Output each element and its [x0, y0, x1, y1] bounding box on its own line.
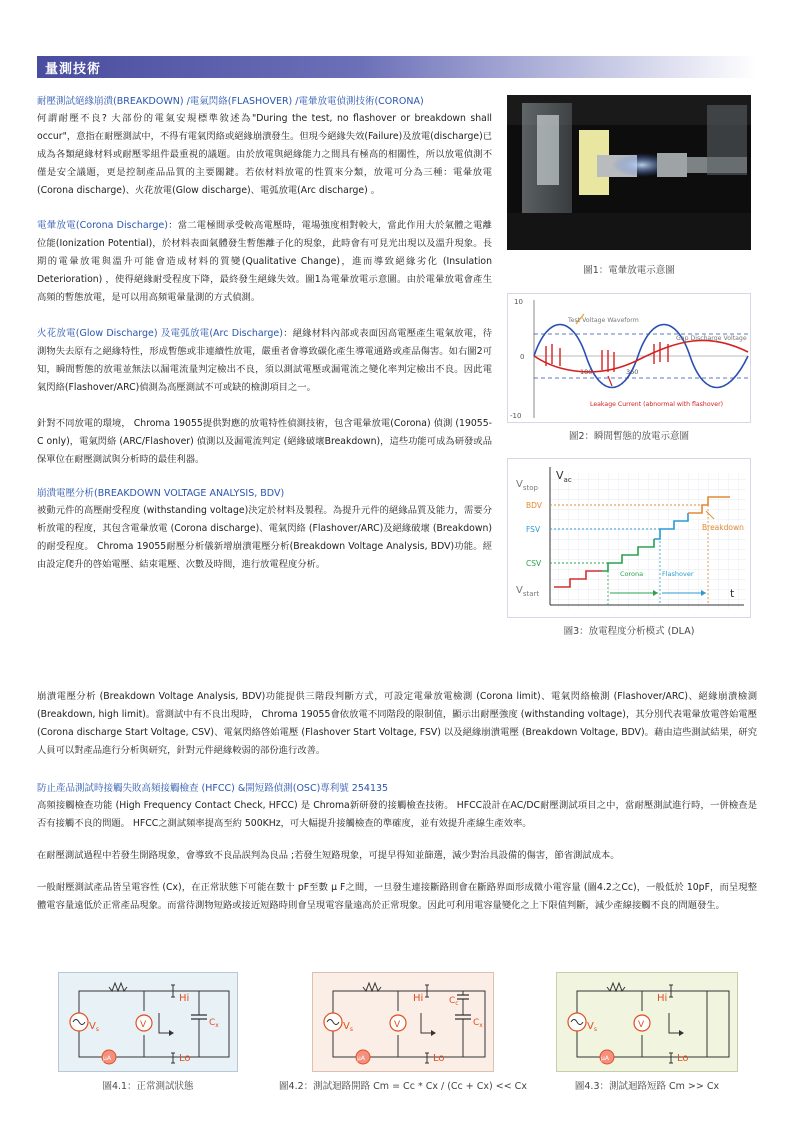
discharge-spikes: [546, 342, 668, 372]
paragraph: 何謂耐壓不良? 大部份的電氣安規標準敘述為"During the test, no flashover or breakdown shall occur"，意指在耐壓測試中，不得有電氣閃絡或絕緣崩潰發生。但現今絕緣失效(Failure)及放電(discharge)已成為各類絕緣材料或耐壓零組件最重視的議題。由於放電與絕緣能力之間具有極高的相關性，所以放電偵測不僅是安全議題，更是控制產品品質的主要關鍵。若依材料放電的性質來分類，放電可分為三種：電暈放電(Corona discharge)、火花放電(Glow discharge)、電弧放電(Arc discharge) 。: [37, 113, 492, 196]
section-title: 量測技術: [45, 62, 102, 77]
ammeter-label: μA: [357, 1055, 365, 1062]
paragraph: [37, 217, 492, 307]
hi-terminal-label: Hi: [413, 993, 424, 1004]
x-tick-label: 180: [580, 368, 593, 376]
hi-terminal-label: Hi: [179, 993, 190, 1004]
circuit-short: [556, 972, 738, 1072]
y-tick-label: 10: [514, 298, 523, 306]
source-label: $V_s$: [89, 1021, 99, 1033]
paragraph: 崩潰電壓分析 (Breakdown Voltage Analysis, BDV)功能提供三階段判斷方式，可設定電暈放電檢測 (Corona limit)、電氣閃絡檢測 (Flashover/ARC)、絕緣崩潰檢測 (Breakdown, high limit)。當測試中有不良出現時， Chroma 19055會依放電不同階段的限制值，顯示出耐壓強度 (withstanding voltage)，其分別代表電暈放電啓始電壓 (Corona discharge Start Voltage, CSV)、電氣閃絡啓始電壓 (Flashover Start Voltage, FSV) 以及絕緣崩潰電壓 (Breakdown Voltage, BDV)。藉由這些測試結果，研究人員可以對產品進行分析與研究，針對元件絕緣較弱的部份進行改善。: [37, 691, 757, 756]
paragraph: 高頻接觸檢查功能 (High Frequency Contact Check, HFCC) 是 Chroma新研發的接觸檢查技術。 HFCC設計在AC/DC耐壓測試項目之中，當耐壓測試進行時，一併檢查是否有接觸不良的問題。 HFCC之測試頻率提高至約 500KHz，可大幅提升接觸檢查的準確度，並有效提升產線生產效率。: [37, 800, 757, 829]
hi-terminal-label: Hi: [657, 993, 668, 1004]
paragraph-text: ：當二電極間承受較高電壓時，電場強度相對較大，當此作用大於氣體之電離位能(Ionization Potential)，於材料表面氣體發生暫態離子化的現象，此時會有可見光出現以及溫升現象。長期的電暈放電與溫升可能會造成材料的質變(Qualitative Change)，進而導致絕緣劣化 (Insulation Deterioration) ，使得絕緣耐受程度下降，最終發生絕緣失效。圖1為電暈放電示意圖。由於電暈放電會產生高頻的暫態放電，是可以用高頻電暈量測的方式偵測。: [37, 220, 492, 303]
paragraph: 被動元件的高壓耐受程度 (withstanding voltage)決定於材料及製程。為提升元件的絕緣品質及能力，需要分析放電的程度，其包含電暈放電 (Corona discharge)、電氣閃絡 (Flashover/ARC)及絕緣破壞 (Breakdown)的耐受程度。 Chroma 19055耐壓分析儀新增崩潰電壓分析(Breakdown Voltage Analysis, BDV)功能。經由設定爬升的啓始電壓、結束電壓、次數及時間，進行放電程度分析。: [37, 505, 492, 570]
fsv-label: FSV: [526, 525, 541, 534]
section-hfcc: [37, 780, 757, 915]
csv-label: CSV: [526, 559, 542, 568]
paragraph: 在耐壓測試過程中若發生開路現象，會導致不良品誤判為良品 ;若發生短路現象，可提早得知並篩選，減少對治具設備的傷害，節省測試成本。: [37, 850, 620, 861]
cx-label: $C_x$: [209, 1018, 219, 1029]
paragraph: 一般耐壓測試產品皆呈電容性 (Cx)，在正常狀態下可能在數十 pF至數 μ F之間，一旦發生連接斷路則會在斷路界面形成微小電容量 (圖4.2之Cc)，一般低於 10pF，而呈現整體電容量遠低於正常產品現象。而當待測物短路或接近短路時則會呈現電容量遠高於正常現象。因此可利用電容量變化之上下限值判斷，減少產線接觸不良的問題發生。: [37, 882, 757, 911]
axis-label-vstart: $V_{start}$: [516, 585, 540, 598]
figure-caption: 圖2：瞬間暫態的放電示意圖: [568, 431, 690, 442]
waveform-chart: [508, 294, 750, 422]
lo-terminal-label: Lo: [179, 1053, 191, 1064]
figure-caption: 圖4.2：測試迴路開路 Cm = Cc * Cx / (Cc + Cx) << Cx: [279, 1081, 527, 1092]
cx-label: $C_x$: [473, 1018, 483, 1029]
corona-label: Corona: [620, 570, 644, 578]
y-tick-label: -10: [510, 412, 522, 420]
photo-illustration: [507, 95, 751, 250]
section-bdv-detail: [37, 688, 757, 760]
ammeter-label: μA: [103, 1055, 111, 1062]
circuit-normal: [58, 972, 238, 1072]
cc-label: $C_c$: [449, 996, 459, 1007]
circuit-open: [312, 972, 494, 1072]
voltmeter-label: V: [140, 1020, 147, 1030]
axis-label-time: t: [730, 587, 735, 600]
paragraph: [37, 325, 492, 397]
y-tick-label: 0: [520, 353, 525, 361]
transient-discharge-figure: [507, 293, 751, 423]
paragraph: 針對不同放電的環境， Chroma 19055提供對應的放電特性偵測技術，包含電暈放電(Corona) 偵測 (19055-C only)，電氣閃絡 (ARC/Flashover) 偵測以及漏電流判定 (絕緣破壞Breakdown)，這些功能可成為研發或品保單位在耐壓測試與分析時的最佳利器。: [37, 418, 492, 465]
breakdown-label: Breakdown: [702, 523, 744, 532]
lo-terminal-label: Lo: [677, 1053, 689, 1064]
circuit-figures: [58, 972, 738, 1092]
corona-discharge-photo: [507, 95, 751, 250]
inline-heading: 火花放電(Glow Discharge) 及電弧放電(Arc Discharge): [37, 328, 283, 339]
ammeter-label: μA: [601, 1055, 609, 1062]
figure-caption: 圖3：放電程度分析模式 (DLA): [563, 626, 695, 637]
leakage-label: Leakage Current (abnormal with flashover): [590, 401, 724, 408]
source-label: $V_s$: [343, 1021, 353, 1033]
paragraph-text: ：絕緣材料內部或表面因高電壓產生電氣放電，待測物失去原有之絕緣特性，形成暫態或非連續性放電，嚴重者會導致碳化產生導電通路或產品傷害。如右圖2可知，瞬間暫態的放電並無法以漏電流量判定檢出不良，須以測試電壓或漏電流之變化率判定檢出不良。因此電氣閃絡(Flashover/ARC)偵測為高壓測試不可或缺的檢測項目之一。: [37, 328, 492, 393]
figure-caption: 圖1：電暈放電示意圖: [583, 265, 675, 276]
figure-caption: 圖4.1：正常測試狀態: [102, 1081, 194, 1092]
section-header-bar: [37, 56, 757, 78]
source-label: $V_s$: [587, 1021, 597, 1033]
bdv-label: BDV: [526, 501, 542, 510]
x-tick-label: 360: [626, 368, 639, 376]
voltmeter-label: V: [394, 1020, 401, 1030]
axis-label-vstop: $V_{stop}$: [516, 479, 538, 492]
voltmeter-label: V: [638, 1020, 645, 1030]
figure-caption: 圖4.3：測試迴路短路 Cm >> Cx: [574, 1081, 720, 1092]
section-heading: 防止產品測試時接觸失敗高頻接觸檢查 (HFCC) &開短路偵測(OSC)專利號 254135: [37, 783, 389, 794]
dla-chart: [508, 459, 750, 617]
inline-heading: 電暈放電(Corona Discharge): [37, 220, 168, 231]
section-heading: 耐壓測試絕緣崩潰(BREAKDOWN) /電氣閃絡(FLASHOVER) /電暈放電偵測技術(CORONA): [37, 96, 424, 107]
axis-label-vac: $V_{ac}$: [556, 469, 572, 484]
gap-voltage-label: Gap Discharge Voltage: [676, 335, 747, 342]
section-heading: 崩潰電壓分析(BREAKDOWN VOLTAGE ANALYSIS, BDV): [37, 488, 285, 499]
lo-terminal-label: Lo: [433, 1053, 445, 1064]
section-discharge: [37, 93, 492, 574]
flashover-label: Flashover: [662, 570, 694, 578]
dla-figure: [507, 458, 751, 618]
waveform-label: Test Voltage Waveform: [568, 317, 639, 324]
